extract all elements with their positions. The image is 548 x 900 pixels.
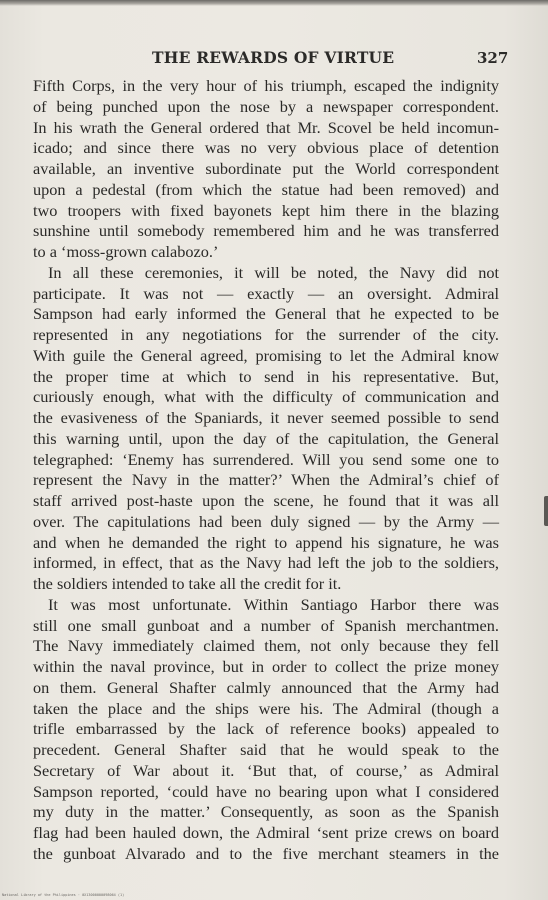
- text-line: and when he demanded the right to append his signature, he was: [33, 532, 499, 552]
- text-line: the evasiveness of the Spaniards, it never seemed possible to send: [33, 408, 499, 427]
- text-line: Sampson reported, ‘could have no bearing upon what I considered: [33, 781, 499, 801]
- text-line: of being punched upon the nose by a newspaper correspondent.: [33, 96, 499, 116]
- body-text: [33, 76, 499, 865]
- text-line: The Navy immediately claimed them, not only because they fell: [33, 636, 499, 656]
- text-line: the gunboat Alvarado and to the five merchant steamers in the: [33, 843, 499, 863]
- page-edge-mark: [544, 496, 548, 526]
- text-line: Secretary of War about it. ‘But that, of course,’ as Admiral: [33, 760, 499, 780]
- text-line: within the naval province, but in order to collect the prize money: [33, 657, 499, 676]
- text-line: to a ‘moss-grown calabozo.’: [33, 242, 219, 261]
- text-line: participate. It was not — exactly — an oversight. Admiral: [33, 283, 499, 303]
- page-top-edge-shadow: [0, 0, 548, 6]
- scan-footer-note: National Library of the Philippines · 0X13000000098064 (1): [2, 893, 125, 897]
- running-head: [0, 48, 548, 72]
- text-line: With guile the General agreed, promising to let the Admiral know: [33, 345, 499, 365]
- text-line: still one small gunboat and a number of Spanish merchantmen.: [33, 615, 499, 635]
- text-line: two troopers with fixed bayonets kept him there in the blazing: [33, 200, 499, 220]
- text-line: on them. General Shafter calmly announced that the Army had: [33, 677, 499, 697]
- text-line: represent the Navy in the matter?’ When the Admiral’s chief of: [33, 470, 499, 490]
- text-line: precedent. General Shafter said that he would speak to the: [33, 740, 499, 759]
- text-line: sunshine until somebody remembered him and he was transferred: [33, 221, 499, 241]
- text-line: telegraphed: ‘Enemy has surrendered. Will you send some one to: [33, 449, 499, 469]
- text-line: my duty in the matter.’ Consequently, as soon as the Spanish: [33, 802, 499, 822]
- text-line: taken the place and the ships were his. The Admiral (though a: [33, 698, 499, 718]
- text-line: Fifth Corps, in the very hour of his triumph, escaped the indignity: [33, 76, 499, 95]
- text-line: trifle embarrassed by the lack of reference books) appealed to: [33, 719, 499, 739]
- text-line: over. The capitulations had been duly signed — by the Army —: [33, 511, 499, 531]
- text-line: In his wrath the General ordered that Mr. Scovel be held incomun-: [33, 117, 499, 137]
- text-line: In all these ceremonies, it will be noted, the Navy did not: [48, 262, 499, 282]
- paragraph: [33, 595, 499, 865]
- page-number: 327: [477, 49, 509, 67]
- text-line: the proper time at which to send in his representative. But,: [33, 366, 499, 386]
- paragraph: [33, 76, 499, 263]
- text-line: upon a pedestal (from which the statue had been removed) and: [33, 179, 499, 199]
- text-line: staff arrived post-haste upon the scene, he found that it was all: [33, 491, 499, 510]
- text-line: It was most unfortunate. Within Santiago Harbor there was: [48, 594, 499, 614]
- text-line: icado; and since there was no very obvious place of detention: [33, 138, 499, 158]
- text-line: flag had been hauled down, the Admiral ‘sent prize crews on board: [33, 823, 499, 842]
- text-line: the soldiers intended to take all the credit for it.: [33, 574, 342, 593]
- text-line: represented in any negotiations for the surrender of the city.: [33, 325, 499, 344]
- text-line: curiously enough, what with the difficulty of communication and: [33, 387, 499, 407]
- text-line: this warning until, upon the day of the capitulation, the General: [33, 428, 499, 448]
- paragraph: [33, 263, 499, 595]
- text-line: Sampson had early informed the General that he expected to be: [33, 304, 499, 324]
- running-head-title: THE REWARDS OF VIRTUE: [152, 48, 395, 67]
- text-line: available, an inventive subordinate put the World correspondent: [33, 159, 499, 178]
- text-line: informed, in effect, that as the Navy had left the job to the soldiers,: [33, 553, 499, 573]
